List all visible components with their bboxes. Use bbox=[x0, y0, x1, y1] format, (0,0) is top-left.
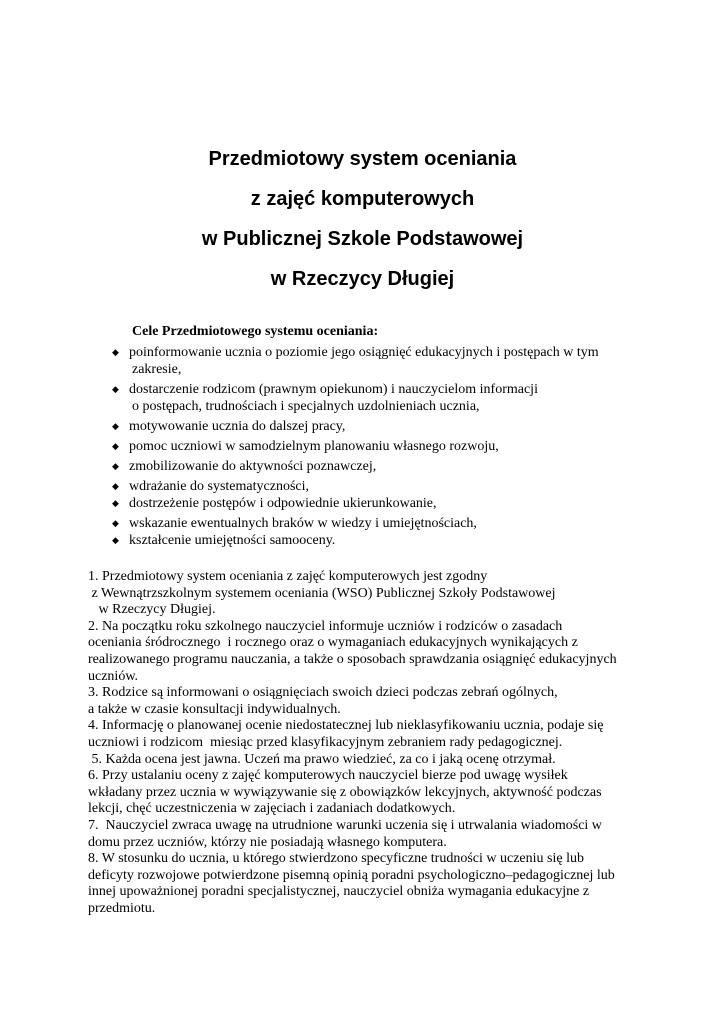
list-item-text: zakresie, bbox=[132, 362, 182, 377]
list-item-text: dostrzeżenie postępów i odpowiednie ukierunkowanie, bbox=[129, 496, 437, 511]
text-line: uczniowi i rodzicom miesiąc przed klasyfikacyjnym zebraniem rady pedagogicznej. bbox=[88, 734, 563, 750]
text-line: realizowanego programu nauczania, a także o sposobach sprawdzania osiągnięć edukacyjnych bbox=[88, 651, 617, 667]
text-line: innej upoważnionej poradni specjalistycznej, nauczyciel obniża wymagania edukacyjne z bbox=[88, 884, 590, 900]
list-item-text: kształcenie umiejętności samooceny. bbox=[129, 533, 336, 548]
title-line: w Rzeczycy Długiej bbox=[270, 268, 455, 290]
text-line: wkładany przez ucznia w wywiązywanie się z obowiązków lekcyjnych, aktywność podczas bbox=[88, 784, 602, 800]
text-line: lekcji, chęć uczestniczenia w zajęciach i zadaniach dodatkowych. bbox=[88, 801, 456, 817]
list-item-text: wdrażanie do systematyczności, bbox=[129, 479, 309, 494]
text-line: 4. Informację o planowanej ocenie niedostatecznej lub nieklasyfikowaniu ucznia, podaje się bbox=[88, 718, 604, 734]
list-item bbox=[112, 478, 672, 495]
list-item bbox=[112, 344, 672, 378]
list-item-text: wskazanie ewentualnych braków w wiedzy i umiejętnościach, bbox=[129, 516, 477, 531]
text-line: w Rzeczycy Długiej. bbox=[88, 602, 216, 618]
diamond-bullet-icon: ◆ bbox=[112, 347, 119, 357]
text-line: przedmiotu. bbox=[88, 900, 156, 916]
text-line: 3. Rodzice są informowani o osiągnięciach swoich dzieci podczas zebrań ogólnych, bbox=[88, 685, 558, 701]
text-line: a także w czasie konsultacji indywidualnych. bbox=[88, 701, 341, 717]
text-line: 5. Każda ocena jest jawna. Uczeń ma prawo wiedzieć, za co i jaką ocenę otrzymał. bbox=[88, 751, 556, 767]
goals-list bbox=[112, 344, 672, 552]
text-line: uczniów. bbox=[88, 668, 139, 684]
diamond-bullet-icon: ◆ bbox=[112, 461, 119, 471]
diamond-bullet-icon: ◆ bbox=[112, 535, 119, 545]
list-item-text: o postępach, trudnościach i specjalnych uzdolnieniach ucznia, bbox=[132, 399, 480, 414]
list-item bbox=[112, 532, 672, 549]
text-line: 7. Nauczyciel zwraca uwagę na utrudnione warunki uczenia się i utrwalania wiadomości w bbox=[88, 817, 602, 833]
list-item bbox=[112, 381, 672, 415]
text-line: 2. Na początku roku szkolnego nauczyciel informuje uczniów i rodziców o zasadach bbox=[88, 618, 563, 634]
text-line: 8. W stosunku do ucznia, u którego stwierdzono specyficzne trudności w uczeniu się lub bbox=[88, 851, 584, 867]
diamond-bullet-icon: ◆ bbox=[112, 421, 119, 431]
list-item bbox=[112, 515, 672, 532]
diamond-bullet-icon: ◆ bbox=[112, 498, 119, 508]
diamond-bullet-icon: ◆ bbox=[112, 441, 119, 451]
text-line: domu przez uczniów, którzy nie posiadają własnego komputera. bbox=[88, 834, 447, 850]
title-line: z zajęć komputerowych bbox=[250, 188, 475, 210]
list-item bbox=[112, 458, 672, 475]
diamond-bullet-icon: ◆ bbox=[112, 518, 119, 528]
title-line: w Publicznej Szkole Podstawowej bbox=[201, 228, 524, 250]
list-item bbox=[112, 495, 672, 512]
text-line: 6. Przy ustalaniu oceny z zajęć komputerowych nauczyciel bierze pod uwagę wysiłek bbox=[88, 768, 568, 784]
list-item bbox=[112, 438, 672, 455]
rules-text bbox=[88, 569, 688, 917]
document-title bbox=[0, 144, 725, 304]
text-line: deficyty rozwojowe potwierdzone pisemną opinią poradni psychologiczno–pedagogicznej lub bbox=[88, 867, 615, 883]
diamond-bullet-icon: ◆ bbox=[112, 384, 119, 394]
list-item-text: zmobilizowanie do aktywności poznawczej, bbox=[129, 459, 377, 474]
text-line: z Wewnątrzszkolnym systemem oceniania (WSO) Publicznej Szkoły Podstawowej bbox=[88, 585, 556, 601]
list-item bbox=[112, 418, 672, 435]
list-item-text: pomoc uczniowi w samodzielnym planowaniu własnego rozwoju, bbox=[129, 439, 499, 454]
text-line: 1. Przedmiotowy system oceniania z zajęć komputerowych jest zgodny bbox=[88, 569, 488, 584]
goals-heading: Cele Przedmiotowego systemu oceniania: bbox=[132, 324, 379, 339]
text-line: oceniania śródrocznego i rocznego oraz o wymaganiach edukacyjnych wynikających z bbox=[88, 635, 578, 651]
diamond-bullet-icon: ◆ bbox=[112, 481, 119, 491]
title-line: Przedmiotowy system oceniania bbox=[208, 148, 517, 170]
list-item-text: poinformowanie ucznia o poziomie jego osiągnięć edukacyjnych i postępach w tym bbox=[129, 345, 599, 360]
list-item-text: motywowanie ucznia do dalszej pracy, bbox=[129, 419, 346, 434]
list-item-text: dostarczenie rodzicom (prawnym opiekunom) i nauczycielom informacji bbox=[129, 382, 538, 397]
